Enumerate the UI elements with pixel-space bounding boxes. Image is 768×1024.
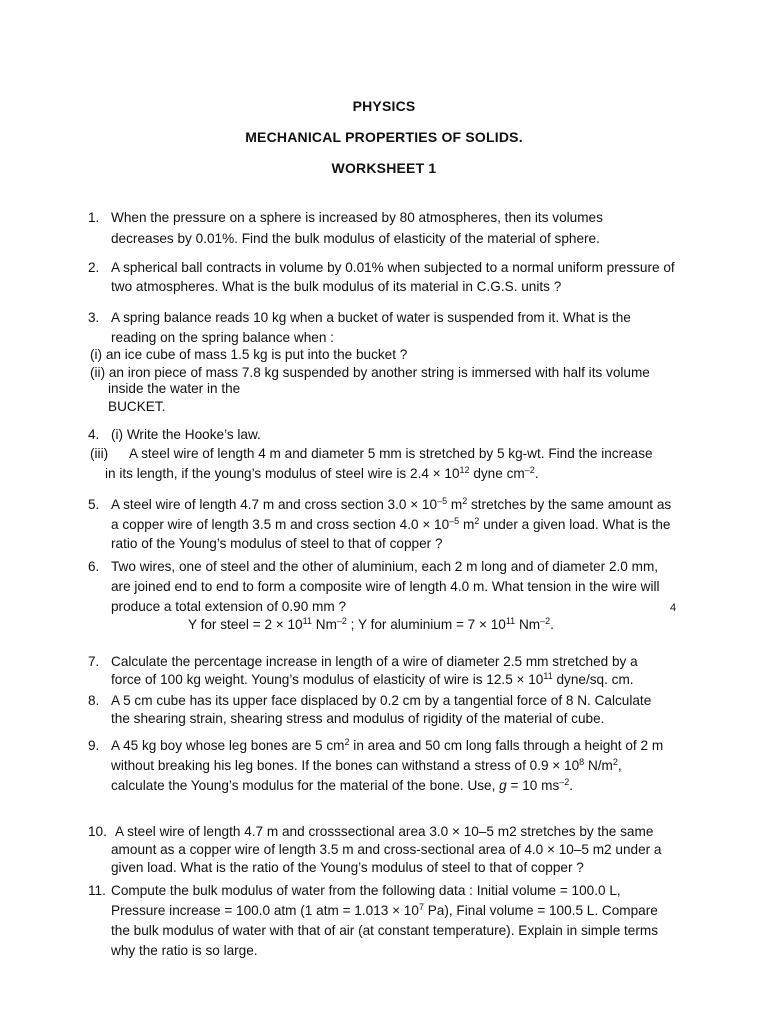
question-number: 7.	[88, 654, 100, 669]
question-text: decreases by 0.01%. Find the bulk modulus of elasticity of the material of sphere.	[111, 231, 600, 246]
question-number: 2.	[88, 260, 100, 275]
question-5	[88, 496, 688, 553]
question-number: 9.	[88, 738, 100, 753]
question-text: Pressure increase = 100.0 atm (1 atm = $1.013 \times 10^7$ Pa), Final volume = 100.5 L. Compare	[111, 902, 658, 918]
question-text: given load. What is the ratio of the Young’s modulus of steel to that of copper ?	[111, 860, 584, 875]
question-number: 1.	[88, 210, 100, 225]
sub-question-ii: (ii) an iron piece of mass 7.8 kg suspended by another string is immersed with half its volume	[90, 365, 650, 380]
question-number: 8.	[88, 693, 100, 708]
question-number: 10.	[88, 824, 107, 839]
topic-heading: MECHANICAL PROPERTIES OF SOLIDS.	[245, 129, 523, 145]
question-number: 4.	[88, 427, 100, 442]
question-text: When the pressure on a sphere is increased by 80 atmospheres, then its volumes	[111, 210, 603, 225]
question-text: are joined end to end to form a composite wire of length 4.0 m. What tension in the wire will	[111, 579, 660, 594]
question-text: Compute the bulk modulus of water from the following data : Initial volume = 100.0 L,	[111, 883, 621, 898]
given-values: Y for steel = $2 \times 10^{11}$ $Nm^{-2}$ ; Y for aluminium = $7 \times 10^{11}$ $Nm^{-2}$.	[188, 616, 554, 632]
question-text: force of 100 kg weight. Young’s modulus of elasticity of wire is $12.5 \times 10^{11}$ dyne/sq. cm.	[111, 671, 634, 687]
sub-question-i: (i) Write the Hooke’s law.	[111, 427, 261, 442]
question-2	[88, 259, 688, 296]
question-4	[88, 426, 688, 444]
question-7	[88, 653, 688, 689]
question-text: A 45 kg boy whose leg bones are 5 $cm^2$ in area and 50 cm long falls through a height of 2 m	[111, 737, 664, 753]
subject-heading: PHYSICS	[352, 98, 416, 114]
question-text: why the ratio is so large.	[111, 943, 258, 958]
question-text: Calculate the percentage increase in length of a wire of diameter 2.5 mm stretched by a	[111, 654, 638, 669]
question-6	[88, 558, 688, 616]
sub-question-ii-cont: inside the water in the	[108, 381, 241, 396]
worksheet-heading: WORKSHEET 1	[331, 160, 437, 176]
question-text: calculate the Young’s modulus for the material of the bone. Use, g = 10 $ms^{-2}$.	[111, 777, 574, 793]
question-text: A steel wire of length 4.7 m and cross section $3.0 \times 10^{-5}$ $m^2$ stretches by the same amount as	[111, 496, 672, 512]
question-number: 6.	[88, 559, 100, 574]
question-text: produce a total extension of 0.90 mm ?	[111, 599, 347, 614]
question-8	[88, 692, 688, 728]
question-number: 11.	[88, 883, 106, 898]
stray-mark: 4	[670, 602, 677, 614]
question-11	[88, 882, 688, 960]
question-text: without breaking his leg bones. If the bones can withstand a stress of $0.9 \times 10^8$ $N/m^2$,	[111, 757, 622, 773]
question-text: amount as a copper wire of length 3.5 m and cross-sectional area of 4.0 × 10–5 m2 under a	[111, 842, 662, 857]
sub-question-ii-cont: BUCKET.	[108, 399, 166, 414]
question-3	[88, 309, 688, 347]
question-number: 5.	[88, 497, 100, 512]
question-number: 3.	[88, 310, 100, 325]
question-text: the bulk modulus of water with that of air (at constant temperature). Explain in simple terms	[111, 923, 659, 938]
sub-question-iii: A steel wire of length 4 m and diameter 5 mm is stretched by 5 kg-wt. Find the increase	[129, 446, 653, 461]
question-text: ratio of the Young’s modulus of steel to that of copper ?	[111, 536, 443, 551]
question-text: the shearing strain, shearing stress and modulus of rigidity of the material of cube.	[111, 711, 605, 726]
question-text: A spherical ball contracts in volume by 0.01% when subjected to a normal uniform pressure of	[111, 260, 675, 275]
question-text: A 5 cm cube has its upper face displaced by 0.2 cm by a tangential force of 8 N. Calculate	[111, 693, 652, 708]
sub-question-label: (iii)	[90, 446, 109, 461]
question-9	[88, 737, 688, 795]
question-1	[88, 209, 688, 248]
question-text: a copper wire of length 3.5 m and cross section $4.0 \times 10^{-5}$ $m^2$ under a given load. What is the	[111, 516, 671, 532]
question-10	[88, 823, 688, 877]
question-text: A spring balance reads 10 kg when a bucket of water is suspended from it. What is the	[111, 310, 631, 325]
question-text: reading on the spring balance when :	[111, 330, 334, 345]
question-text: two atmospheres. What is the bulk modulus of its material in C.G.S. units ?	[111, 279, 562, 294]
question-text: Two wires, one of steel and the other of aluminium, each 2 m long and of diameter 2.0 mm,	[111, 559, 659, 574]
question-text: A steel wire of length 4.7 m and crosssectional area 3.0 × 10–5 m2 stretches by the same	[115, 824, 654, 839]
sub-question-iii-cont: in its length, if the young’s modulus of steel wire is $2.4 \times 10^{12}$ dyne $cm^{-2}$.	[105, 465, 539, 481]
sub-question-i: (i) an ice cube of mass 1.5 kg is put into the bucket ?	[90, 347, 408, 362]
